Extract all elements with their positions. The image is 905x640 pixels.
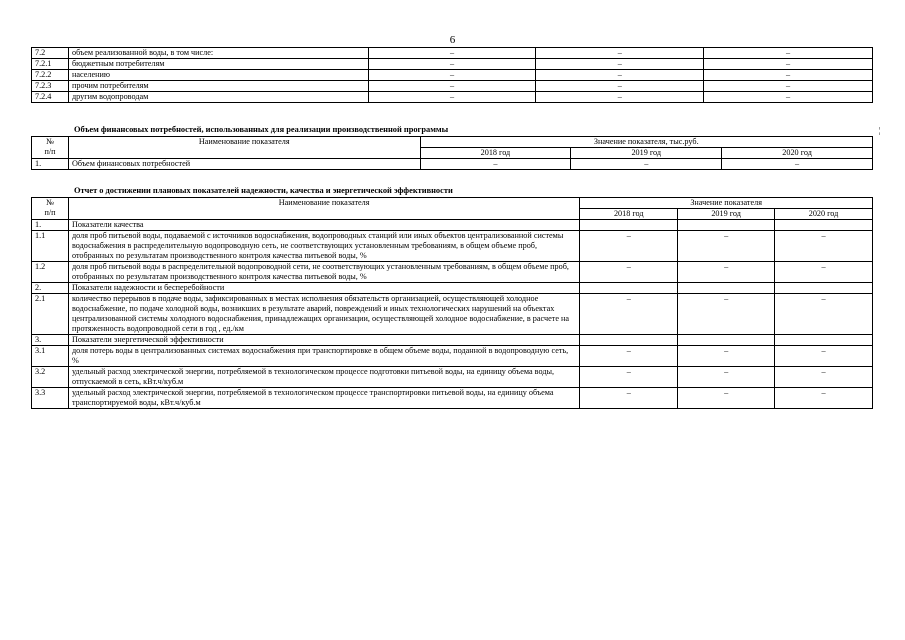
row-value: – — [580, 346, 678, 367]
row-value: – — [536, 81, 704, 92]
row-number: 7.2 — [32, 48, 69, 59]
row-value: – — [580, 367, 678, 388]
row-name: Показатели надежности и бесперебойности — [68, 283, 579, 294]
row-value — [580, 335, 678, 346]
page-number: 6 — [449, 34, 456, 46]
row-value — [678, 283, 775, 294]
row-value: – — [536, 59, 704, 70]
indicators-table — [31, 197, 873, 409]
row-value: – — [368, 70, 536, 81]
row-number: 1. — [32, 159, 69, 170]
row-number: 3.3 — [32, 388, 69, 409]
table-row — [32, 283, 873, 294]
row-name: населению — [68, 70, 368, 81]
row-value — [580, 220, 678, 231]
row-value: – — [368, 92, 536, 103]
col-number-header: № п/п — [32, 137, 69, 159]
row-value: – — [704, 70, 873, 81]
row-value: – — [775, 367, 873, 388]
row-value: – — [580, 231, 678, 262]
row-value: – — [536, 92, 704, 103]
row-name: доля проб питьевой воды, подаваемой с источников водоснабжения, водопроводных станций или иных объектов централизованной системы водоснабжения в распределительную водопроводную сеть, не соответствующих установленным требованиям, в общем объеме проб, отобранных по результатам производственного контроля качества питьевой воды, % — [68, 231, 579, 262]
row-value: – — [704, 92, 873, 103]
row-value: – — [775, 262, 873, 283]
col-number-header: № п/п — [32, 198, 69, 220]
table-row — [32, 262, 873, 283]
row-name: объем реализованной воды, в том числе: — [68, 48, 368, 59]
col-value-header: Значение показателя, тыс.руб. — [420, 137, 872, 148]
col-value-header: Значение показателя — [580, 198, 873, 209]
row-number: 2. — [32, 283, 69, 294]
year-header: 2019 год — [571, 148, 722, 159]
row-value — [580, 283, 678, 294]
table-row — [32, 294, 873, 335]
row-value: – — [580, 388, 678, 409]
row-name: количество перерывов в подаче воды, зафиксированных в местах исполнения обязательств организацией, осуществляющей холодное водоснабжение, по подаче холодной воды, возникших в результате аварий, повреждений и иных технологических нарушений на объектах централизованной системы холодного водоснабжения, принадлежащих организации, осуществляющей холодное водоснабжение, в расчете на протяженность водопроводной сети в год , ед./км — [68, 294, 579, 335]
row-value: – — [536, 48, 704, 59]
row-number: 1.2 — [32, 262, 69, 283]
table-row — [32, 335, 873, 346]
margin-mark: ¦ — [879, 126, 881, 135]
row-number: 1.1 — [32, 231, 69, 262]
row-value: – — [678, 346, 775, 367]
table-row — [32, 388, 873, 409]
row-value: – — [580, 294, 678, 335]
table-row — [32, 48, 873, 59]
row-value: – — [775, 231, 873, 262]
row-value: – — [704, 81, 873, 92]
row-value: – — [368, 59, 536, 70]
year-header: 2018 год — [420, 148, 571, 159]
row-value: – — [678, 388, 775, 409]
financial-needs-title: Объем финансовых потребностей, использованных для реализации производственной программы — [74, 125, 449, 134]
row-value: – — [368, 48, 536, 59]
row-value: – — [678, 294, 775, 335]
row-value — [678, 220, 775, 231]
financial-needs-table — [31, 136, 873, 170]
row-value: – — [368, 81, 536, 92]
row-value: – — [704, 48, 873, 59]
row-value — [775, 283, 873, 294]
row-number: 3.2 — [32, 367, 69, 388]
row-name: удельный расход электрической энергии, потребляемой в технологическом процессе подготовки питьевой воды, на единицу объема воды, отпускаемой в сеть, кВт.ч/куб.м — [68, 367, 579, 388]
year-header: 2018 год — [580, 209, 678, 220]
row-value: – — [704, 59, 873, 70]
row-number: 7.2.1 — [32, 59, 69, 70]
row-number: 1. — [32, 220, 69, 231]
table-row — [32, 81, 873, 92]
row-name: Объем финансовых потребностей — [68, 159, 420, 170]
row-value: – — [722, 159, 873, 170]
table-row — [32, 367, 873, 388]
col-name-header: Наименование показателя — [68, 198, 579, 220]
row-name: удельный расход электрической энергии, потребляемой в технологическом процессе транспортировки питьевой воды, на единицу объема транспортируемой воды, кВт.ч/куб.м — [68, 388, 579, 409]
row-value: – — [678, 262, 775, 283]
row-value: – — [580, 262, 678, 283]
row-number: 3. — [32, 335, 69, 346]
row-value: – — [775, 388, 873, 409]
row-value — [775, 335, 873, 346]
year-header: 2020 год — [775, 209, 873, 220]
row-name: другим водопроводам — [68, 92, 368, 103]
year-header: 2020 год — [722, 148, 873, 159]
row-name: доля потерь воды в централизованных системах водоснабжения при транспортировке в общем объеме воды, поданной в водопроводную сеть, % — [68, 346, 579, 367]
row-value: – — [678, 367, 775, 388]
row-number: 3.1 — [32, 346, 69, 367]
row-number: 7.2.3 — [32, 81, 69, 92]
row-value: – — [571, 159, 722, 170]
row-name: доля проб питьевой воды в распределительной водопроводной сети, не соответствующих установленным требованиям, в общем объеме проб, отобранных по результатам производственного контроля качества питьевой воды, % — [68, 262, 579, 283]
row-name: Показатели качества — [68, 220, 579, 231]
table-row — [32, 59, 873, 70]
row-number: 7.2.2 — [32, 70, 69, 81]
row-number: 7.2.4 — [32, 92, 69, 103]
table-row — [32, 70, 873, 81]
row-name: бюджетным потребителям — [68, 59, 368, 70]
table-row — [32, 159, 873, 170]
row-name: прочим потребителям — [68, 81, 368, 92]
row-name: Показатели энергетической эффективности — [68, 335, 579, 346]
indicators-report-title: Отчет о достижении плановых показателей надежности, качества и энергетической эффективности — [74, 186, 453, 195]
row-value: – — [775, 346, 873, 367]
row-value — [775, 220, 873, 231]
row-value: – — [678, 231, 775, 262]
year-header: 2019 год — [678, 209, 775, 220]
col-name-header: Наименование показателя — [68, 137, 420, 159]
row-value: – — [775, 294, 873, 335]
table-row — [32, 231, 873, 262]
row-value: – — [420, 159, 571, 170]
table-row — [32, 220, 873, 231]
row-value: – — [536, 70, 704, 81]
row-value — [678, 335, 775, 346]
table-row — [32, 92, 873, 103]
table-row — [32, 346, 873, 367]
row-number: 2.1 — [32, 294, 69, 335]
sales-volume-table — [31, 47, 873, 103]
